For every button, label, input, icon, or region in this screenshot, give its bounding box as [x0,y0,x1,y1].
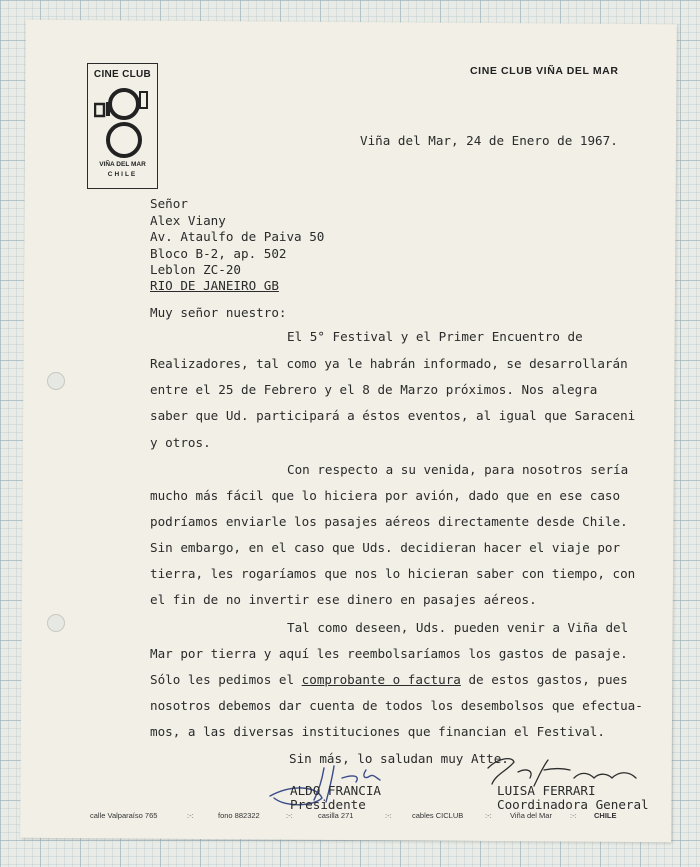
logo-title: CINE CLUB [93,69,152,80]
logo-country: CHILE [107,171,138,178]
body-line: entre el 25 de Febrero y el 8 de Marzo próximos. Nos alegra [150,382,598,397]
signatory-name: ALDO FRANCIA [290,783,381,798]
body-line: mos, a las diversas instituciones que financian el Festival. [150,724,605,739]
org-name: CINE CLUB VIÑA DEL MAR [470,65,619,77]
body-line: nosotros debemos dar cuenta de todos los desembolsos que efectua- [150,698,643,713]
logo-city: VIÑA DEL MAR [99,161,146,168]
recipient-line: Alex Viany [150,213,226,228]
signatory-title: Presidente [290,797,366,812]
footer-separator: :-: [570,811,577,820]
recipient-city: RIO DE JANEIRO GB [150,278,279,293]
body-line: mucho más fácil que lo hiciera por avión, dado que en ese caso [150,488,621,503]
recipient-line: Leblon ZC-20 [150,262,241,277]
footer-country: CHILE [594,811,617,820]
body-line: Mar por tierra y aquí les reembolsaríamos los gastos de pasaje. [150,646,628,661]
body-line: Realizadores, tal como ya le habrán informado, se desarrollarán [150,356,628,371]
punch-hole-bottom [47,614,65,632]
body-line: tierra, les rogaríamos que nos lo hicieran saber con tiempo, con [150,566,636,581]
footer-separator: :-: [187,811,194,820]
footer-city: Viña del Mar [510,811,552,820]
footer-separator: :-: [385,811,392,820]
body-text: de estos gastos, pues [460,672,628,687]
recipient-line: Av. Ataulfo de Paiva 50 [150,229,325,244]
signatory-name: LUISA FERRARI [497,783,596,798]
footer-address: calle Valparaíso 765 [90,811,158,820]
recipient-line: Señor [150,196,188,211]
footer-phone: fono 882322 [218,811,260,820]
footer-separator: :-: [485,811,492,820]
body-line: Con respecto a su venida, para nosotros sería [287,462,629,477]
footer-cables: cables CICLUB [412,811,464,820]
film-reel-icon [94,86,152,160]
footer-box: casilla 271 [318,811,354,820]
body-line: saber que Ud. participará a éstos eventos, al igual que Saraceni [150,408,636,423]
body-line: Tal como deseen, Uds. pueden venir a Viña del [287,620,629,635]
underlined-phrase: comprobante o factura [301,672,461,687]
punch-hole-top [47,372,65,390]
closing-line: Sin más, lo saludan muy Atte. [289,751,509,766]
recipient-line: Bloco B-2, ap. 502 [150,246,287,261]
body-line: podríamos enviarle los pasajes aéreos directamente desde Chile. [150,514,628,529]
date-line: Viña del Mar, 24 de Enero de 1967. [360,133,618,148]
signatory-title: Coordinadora General [497,797,649,812]
salutation: Muy señor nuestro: [150,305,287,320]
body-text: Sólo les pedimos el [150,672,302,687]
body-line: El 5° Festival y el Primer Encuentro de [287,329,583,344]
body-line: Sin embargo, en el caso que Uds. decidieran hacer el viaje por [150,540,621,555]
body-line: y otros. [150,435,211,450]
body-line: el fin de no invertir ese dinero en pasajes aéreos. [150,592,537,607]
body-line [150,672,628,687]
cine-club-logo [87,63,158,189]
footer-separator: :-: [286,811,293,820]
